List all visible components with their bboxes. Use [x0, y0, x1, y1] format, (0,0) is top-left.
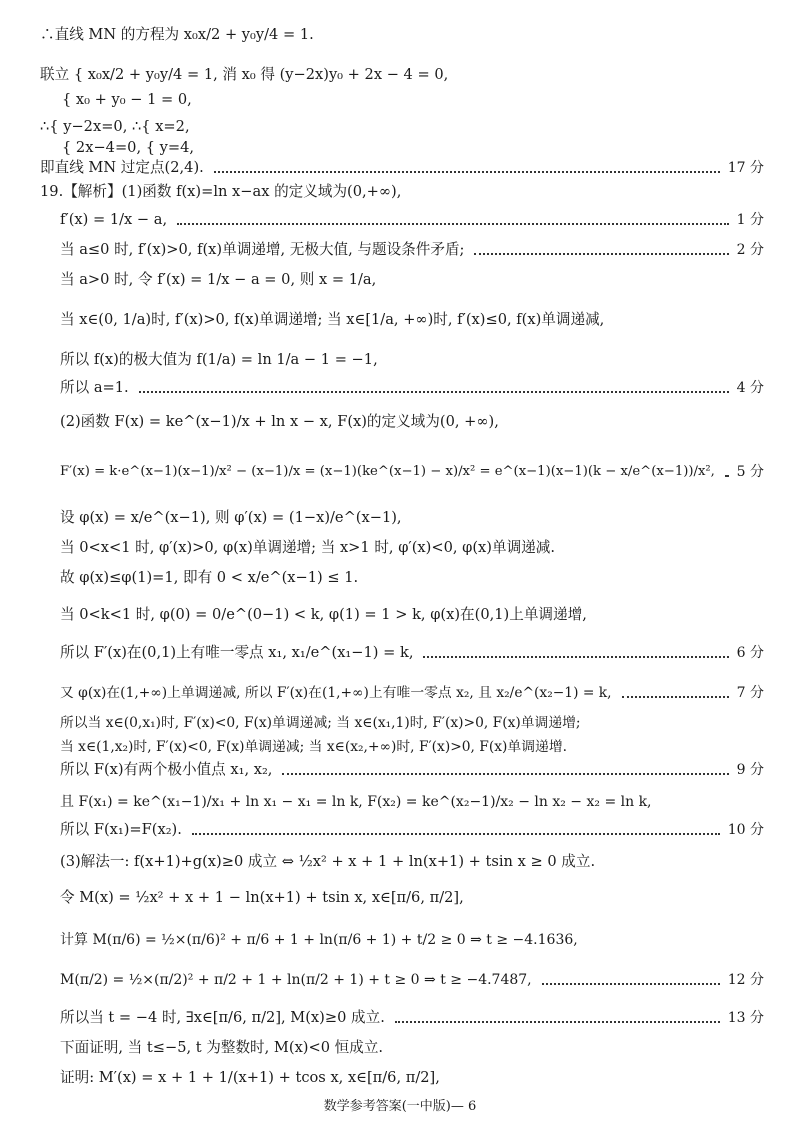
- score-label: 13 分: [727, 1010, 764, 1026]
- line-solution-1: ∴{ y−2x=0, ∴{ x=2,: [40, 118, 190, 135]
- q19-intro: 19.【解析】(1)函数 f(x)=ln x−ax 的定义域为(0,+∞),: [40, 183, 402, 200]
- score-label: 1 分: [736, 212, 764, 228]
- score-label: 12 分: [727, 972, 764, 988]
- q19-minima-values: 且 F(x₁) = ke^(x₁−1)/x₁ + ln x₁ − x₁ = ln k, F(x₂) = ke^(x₂−1)/x₂ − ln x₂ − x₂ = ln k,: [60, 794, 652, 810]
- score-label: 10 分: [727, 822, 764, 838]
- line-system-1: 联立 { x₀x/2 + y₀y/4 = 1, 消 x₀ 得 (y−2x)y₀ + 2x − 4 = 0,: [40, 66, 449, 83]
- q19-part3-m-def: 令 M(x) = ½x² + x + 1 − ln(x+1) + tsin x, x∈[π/6, π/2],: [60, 889, 464, 906]
- line-system-2: { x₀ + y₀ − 1 = 0,: [62, 91, 192, 108]
- q19-equal-values: 所以 F(x₁)=F(x₂). 10 分: [60, 821, 764, 838]
- line-mn-equation: ∴直线 MN 的方程为 x₀x/2 + y₀y/4 = 1.: [40, 26, 314, 43]
- score-label: 9 分: [736, 762, 764, 778]
- q19-part3-proof: 证明: M′(x) = x + 1 + 1/(x+1) + tcos x, x∈[π/6, π/2],: [60, 1069, 440, 1086]
- q19-part3-m-pi2: M(π/2) = ½×(π/2)² + π/2 + 1 + ln(π/2 + 1) + t ≥ 0 ⇒ t ≥ −4.7487, 12 分: [60, 972, 764, 988]
- q19-zero-x2: 又 φ(x)在(1,+∞)上单调递减, 所以 F′(x)在(1,+∞)上有唯一零点 x₂, 且 x₂/e^(x₂−1) = k, 7 分: [60, 685, 764, 701]
- q19-case-a-positive: 当 a>0 时, 令 f′(x) = 1/x − a = 0, 则 x = 1/a,: [60, 271, 377, 288]
- q19-zero-x1: 所以 F′(x)在(0,1)上有唯一零点 x₁, x₁/e^(x₁−1) = k, 6 分: [60, 644, 764, 661]
- line-solution-2: { 2x−4=0, { y=4,: [62, 139, 195, 156]
- q19-monotonicity: 当 x∈(0, 1/a)时, f′(x)>0, f(x)单调递增; 当 x∈[1/a, +∞)时, f′(x)≤0, f(x)单调递减,: [60, 311, 605, 328]
- q19-part3-m-pi6: 计算 M(π/6) = ½×(π/6)² + π/6 + 1 + ln(π/6 + 1) + t/2 ≥ 0 ⇒ t ≥ −4.1636,: [60, 932, 578, 948]
- q19-k-range: 当 0<k<1 时, φ(0) = 0/e^(0−1) < k, φ(1) = 1 > k, φ(x)在(0,1)上单调递增,: [60, 606, 587, 623]
- q19-phi-monotonic: 当 0<x<1 时, φ′(x)>0, φ(x)单调递增; 当 x>1 时, φ′(x)<0, φ(x)单调递减.: [60, 539, 555, 556]
- q19-part3-method1: (3)解法一: f(x+1)+g(x)≥0 成立 ⇔ ½x² + x + 1 + ln(x+1) + tsin x ≥ 0 成立.: [60, 853, 596, 870]
- q19-phi-def: 设 φ(x) = x/e^(x−1), 则 φ′(x) = (1−x)/e^(x−1),: [60, 509, 402, 526]
- score-label: 6 分: [736, 645, 764, 661]
- q19-part2-def: (2)函数 F(x) = ke^(x−1)/x + ln x − x, F(x)的定义域为(0, +∞),: [60, 413, 499, 430]
- line-fixed-point: 即直线 MN 过定点(2,4). 17 分: [40, 159, 764, 176]
- q19-a-result: 所以 a=1. 4 分: [60, 379, 764, 396]
- q19-interval-2: 当 x∈(1,x₂)时, F′(x)<0, F(x)单调递减; 当 x∈(x₂,+∞)时, F′(x)>0, F(x)单调递增.: [60, 739, 568, 755]
- score-label: 4 分: [736, 380, 764, 396]
- q19-part3-claim: 下面证明, 当 t≤−5, t 为整数时, M(x)<0 恒成立.: [60, 1039, 384, 1056]
- q19-minima: 所以 F(x)有两个极小值点 x₁, x₂, 9 分: [60, 761, 764, 778]
- q19-interval-1: 所以当 x∈(0,x₁)时, F′(x)<0, F(x)单调递减; 当 x∈(x₁,1)时, F′(x)>0, F(x)单调递增;: [60, 715, 581, 731]
- q19-derivative: f′(x) = 1/x − a, 1 分: [60, 211, 764, 228]
- score-label: 17 分: [727, 160, 764, 176]
- q19-max-value: 所以 f(x)的极大值为 f(1/a) = ln 1/a − 1 = −1,: [60, 351, 378, 368]
- score-label: 5 分: [736, 464, 764, 480]
- q19-part3-t-minus4: 所以当 t = −4 时, ∃x∈[π/6, π/2], M(x)≥0 成立. 13 分: [60, 1009, 764, 1026]
- score-label: 7 分: [736, 685, 764, 701]
- q19-part2-derivative: F′(x) = k·e^(x−1)(x−1)/x² − (x−1)/x = (x−1)(ke^(x−1) − x)/x² = e^(x−1)(x−1)(k − x/e^(x−1))/x², 5 分: [60, 464, 764, 480]
- page-footer: 数学参考答案(一中版)— 6: [323, 1099, 477, 1114]
- q19-case-a-nonpositive: 当 a≤0 时, f′(x)>0, f(x)单调递增, 无极大值, 与题设条件矛盾; 2 分: [60, 241, 764, 258]
- score-label: 2 分: [736, 242, 764, 258]
- q19-phi-bound: 故 φ(x)≤φ(1)=1, 即有 0 < x/e^(x−1) ≤ 1.: [60, 569, 359, 586]
